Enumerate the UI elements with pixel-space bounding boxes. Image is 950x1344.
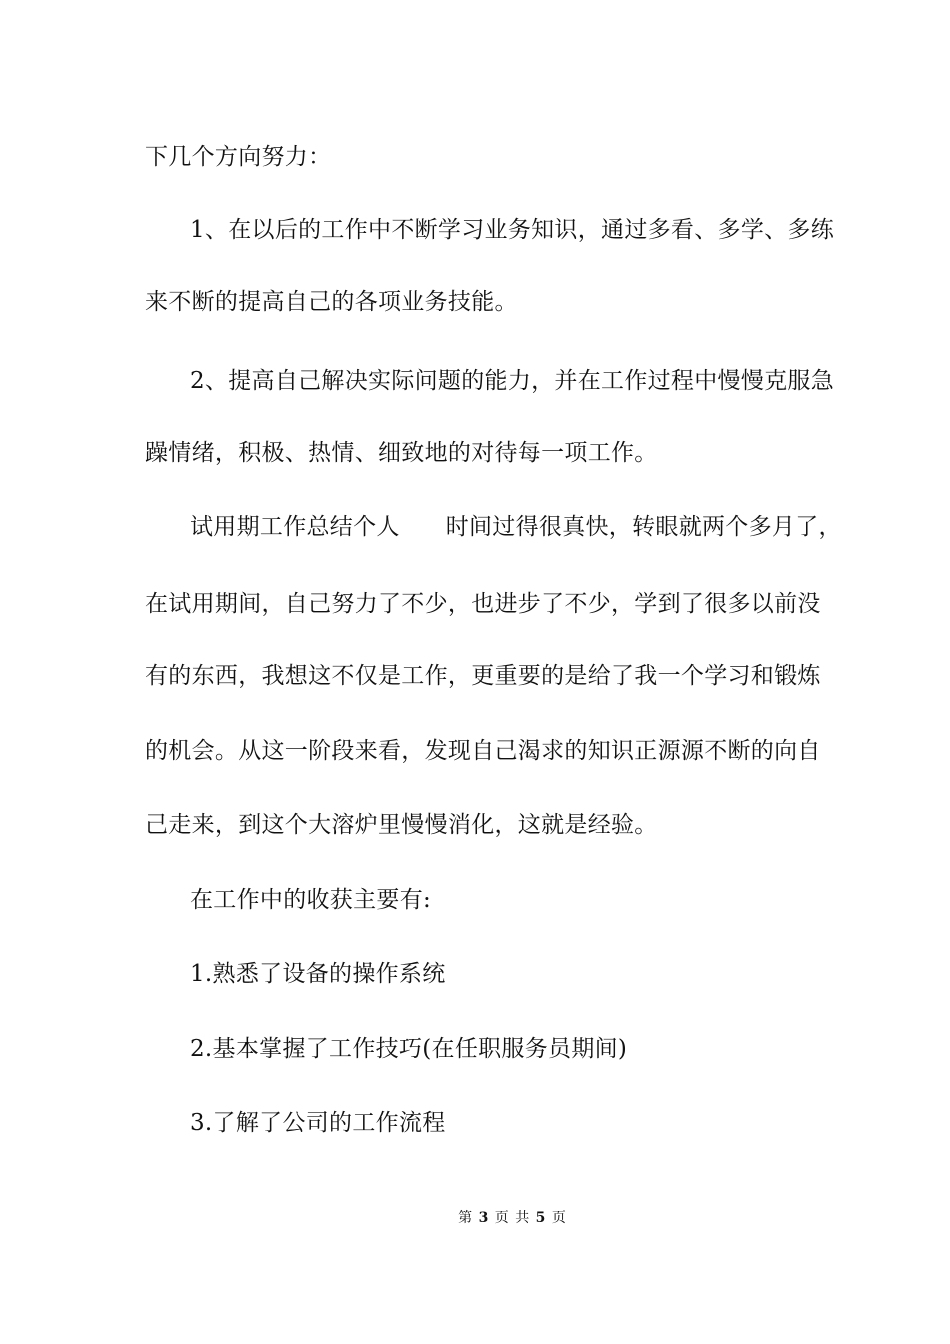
inline-heading: 试用期工作总结个人 [190,514,400,540]
text-line: 1、在以后的工作中不断学习业务知识，通过多看、多学、多练 [190,217,835,243]
footer-middle: 页 共 [494,1210,531,1226]
page-footer [0,1208,950,1228]
text-line: 己走来，到这个大溶炉里慢慢消化，这就是经验。 [145,812,658,838]
text-line: 2、提高自己解决实际问题的能力，并在工作过程中慢慢克服急 [190,368,835,394]
list-item: 1.熟悉了设备的操作系统 [190,961,446,987]
text-line: 躁情绪，积极、热情、细致地的对待每一项工作。 [145,440,658,466]
text-line: 的机会。从这一阶段来看，发现自己渴求的知识正源源不断的向自 [145,738,821,764]
list-item: 2.基本掌握了工作技巧(在任职服务员期间) [190,1036,628,1062]
list-item: 3.了解了公司的工作流程 [190,1110,446,1136]
inline-text: 时间过得很真快，转眼就两个多月了， [445,514,842,540]
footer-suffix: 页 [551,1210,567,1226]
text-line: 在工作中的收获主要有: [190,887,432,913]
text-line: 有的东西，我想这不仅是工作，更重要的是给了我一个学习和锻炼 [145,663,821,689]
total-page-number: 5 [535,1210,547,1226]
text-line: 来不断的提高自己的各项业务技能。 [145,289,518,315]
text-line-with-heading [190,512,842,542]
text-line: 下几个方向努力： [145,144,332,170]
footer-prefix: 第 [458,1210,474,1226]
text-line: 在试用期间，自己努力了不少，也进步了不少，学到了很多以前没 [145,591,821,617]
current-page-number: 3 [478,1210,490,1226]
